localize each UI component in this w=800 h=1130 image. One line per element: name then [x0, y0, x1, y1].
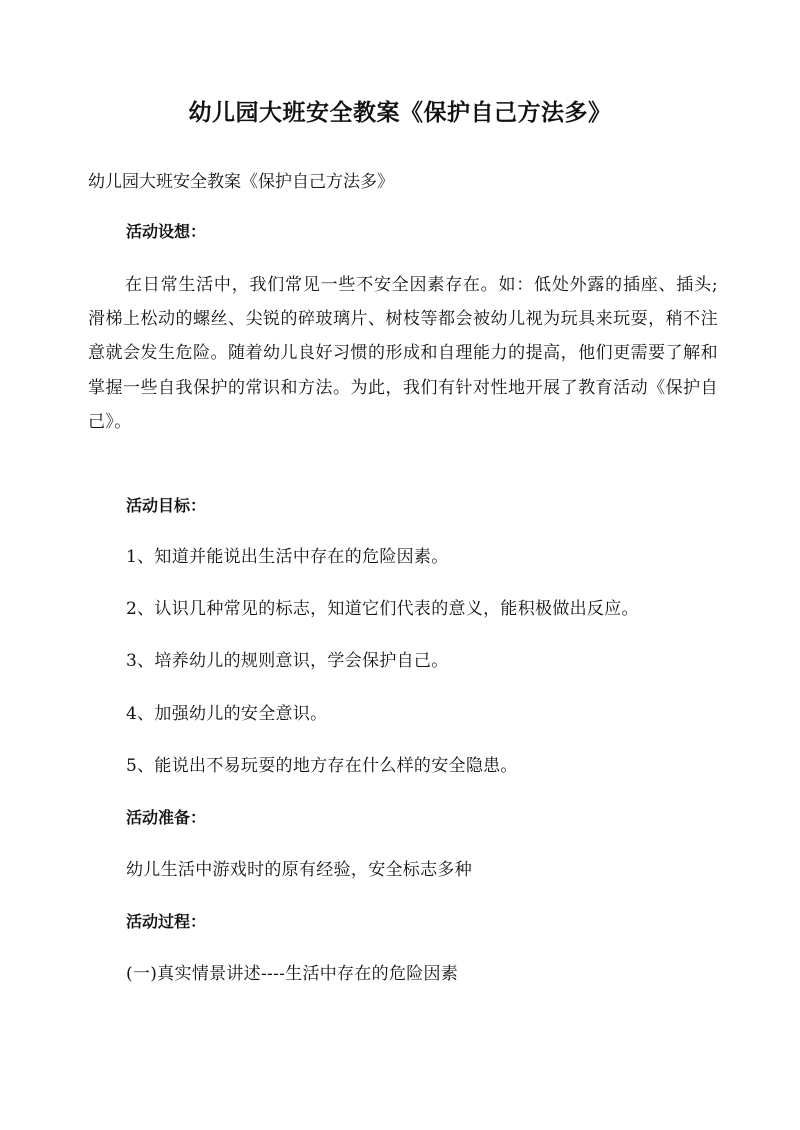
goal-item: 4、加强幼儿的安全意识。 — [126, 704, 328, 724]
idea-paragraph: 在日常生活中，我们常见一些不安全因素存在。如：低处外露的插座、插头;滑梯上松动的螺丝、尖锐的碎玻璃片、树枝等都会被幼儿视为玩具来玩耍，稍不注意就会发生危险。随着幼儿良好习惯的形成和自理能力的提高，他们更需要了解和掌握一些自我保护的常识和方法。为此，我们有针对性地开展了教育活动《保护自己》。 — [88, 275, 718, 432]
document-subtitle: 幼儿园大班安全教案《保护自己方法多》 — [88, 172, 394, 192]
goal-item: 2、认识几种常见的标志，知道它们代表的意义，能积极做出反应。 — [126, 599, 639, 619]
section-heading-idea: 活动设想： — [126, 222, 207, 241]
goal-item: 3、培养幼儿的规则意识，学会保护自己。 — [126, 651, 449, 671]
process-step-text: (一)真实情景讲述----生活中存在的危险因素 — [126, 964, 459, 984]
preparation-text: 幼儿生活中游戏时的原有经验，安全标志多种 — [126, 860, 472, 880]
document-title: 幼儿园大班安全教案《保护自己方法多》 — [188, 100, 612, 126]
section-heading-process: 活动过程： — [126, 912, 207, 931]
goal-item: 1、知道并能说出生活中存在的危险因素。 — [126, 547, 449, 567]
section-heading-preparation: 活动准备： — [126, 808, 207, 827]
goal-item: 5、能说出不易玩耍的地方存在什么样的安全隐患。 — [126, 756, 518, 776]
section-heading-goals: 活动目标： — [126, 496, 207, 515]
